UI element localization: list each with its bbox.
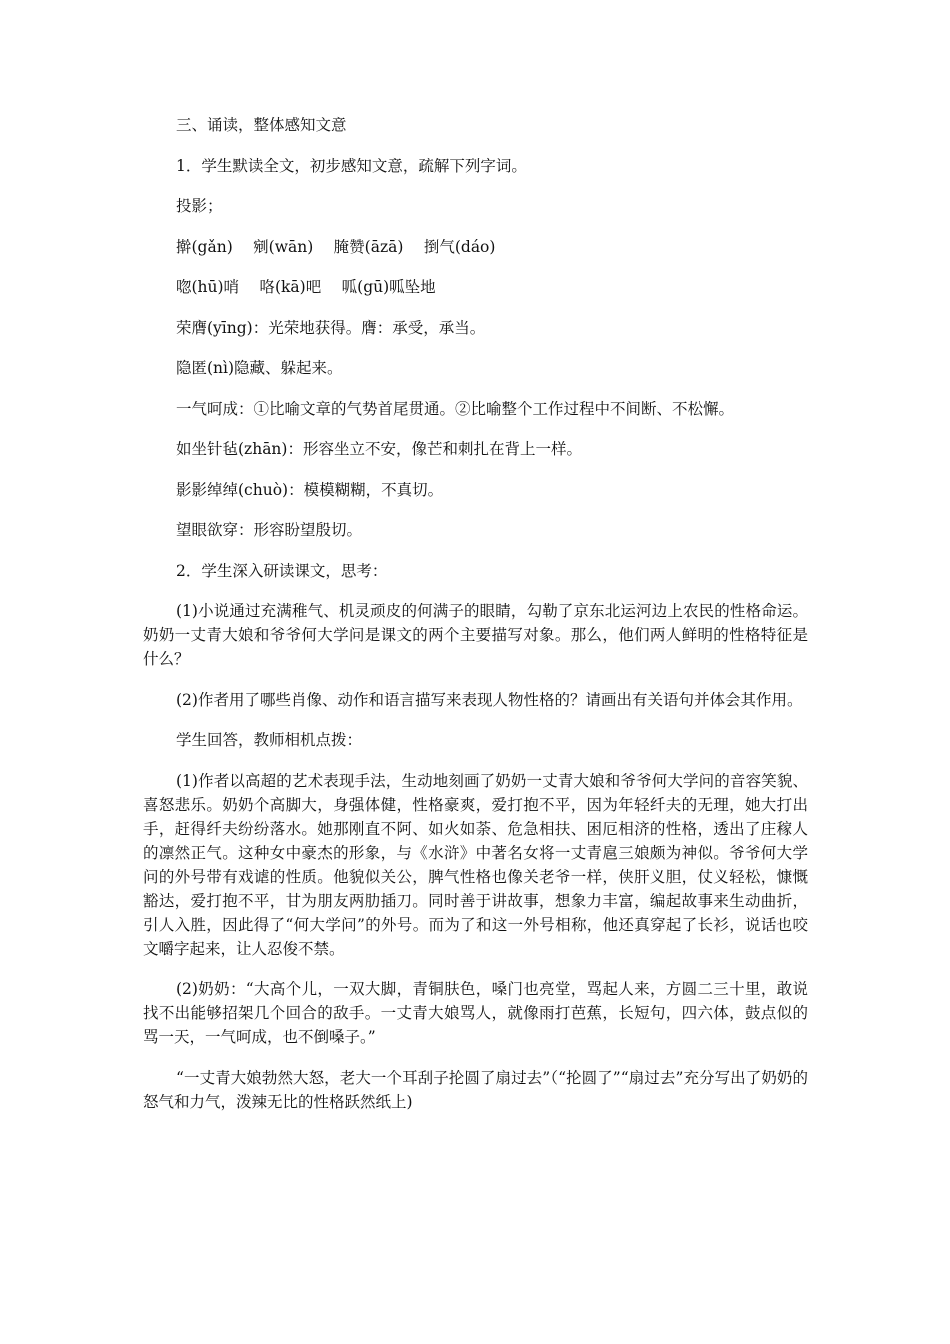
- answer-intro: 学生回答，教师相机点拨：: [176, 731, 363, 749]
- pinyin-row-2: 唿(hū)哨 咯(kā)吧 呱(gū)呱坠地: [176, 278, 436, 296]
- section-heading: 三、诵读，整体感知文意: [176, 116, 347, 134]
- document-body: [143, 113, 808, 1130]
- vocab-ruzuozhenzhan: 如坐针毡(zhān)：形容坐立不安，像芒和刺扎在背上一样。: [176, 440, 582, 458]
- vocab-rongying: 荣膺(yīng)：光荣地获得。膺：承受，承当。: [176, 318, 486, 337]
- vocab-yiqihecheng: 一气呵成：①比喻文章的气势首尾贯通。②比喻整个工作过程中不间断、不松懈。: [176, 399, 735, 418]
- vocab-yinni: 隐匿(nì)隐藏、躲起来。: [176, 359, 343, 377]
- vocab-wangyanyuchuan: 望眼欲穿：形容盼望殷切。: [176, 521, 363, 539]
- question-2: (2)作者用了哪些肖像、动作和语言描写来表现人物性格的？请画出有关语句并体会其作用。: [176, 690, 803, 709]
- item-1: 1．学生默读全文，初步感知文意，疏解下列字词。: [176, 156, 527, 175]
- projection-label: 投影；: [176, 197, 223, 215]
- vocab-yingyingchuochuo: 影影绰绰(chuò)：模模糊糊，不真切。: [176, 480, 444, 499]
- question-1: (1)小说通过充满稚气、机灵顽皮的何满子的眼睛，勾勒了京东北运河边上农民的性格命运。奶奶一丈青大娘和爷爷何大学问是课文的两个主要描写对象。那么，他们两人鲜明的性格特征是什么？: [143, 602, 808, 668]
- pinyin-row-1: 擀(gǎn) 剜(wān) 腌赞(āzā) 捯气(dáo): [176, 237, 496, 256]
- item-2: 2．学生深入研读课文，思考：: [176, 561, 388, 580]
- answer-2: (2)奶奶：“大高个儿，一双大脚，青铜肤色，嗓门也亮堂，骂起人来，方圆二三十里，敢说找不出能够招架几个回合的敌手。一丈青大娘骂人，就像雨打芭蕉，长短句，四六体，鼓点似的骂一天，一气呵成，也不倒嗓子。”: [143, 980, 808, 1046]
- answer-3: “一丈青大娘勃然大怒，老大一个耳刮子抡圆了扇过去”（“抡圆了”“扇过去”充分写出了奶奶的怒气和力气，泼辣无比的性格跃然纸上): [143, 1068, 808, 1111]
- answer-1: (1)作者以高超的艺术表现手法，生动地刻画了奶奶一丈青大娘和爷爷何大学问的音容笑貌、喜怒悲乐。奶奶个高脚大，身强体健，性格豪爽，爱打抱不平，因为年轻纤夫的无理，她大打出手，赶得纤夫纷纷落水。她那刚直不阿、如火如荼、危急相扶、困厄相济的性格，透出了庄稼人的凛然正气。这种女中豪杰的形象，与《水浒》中著名女将一丈青扈三娘颇为神似。爷爷何大学问的外号带有戏谑的性质。他貌似关公，脾气性格也像关老爷一样，侠肝义胆，仗义轻松，慷慨豁达，爱打抱不平，甘为朋友两肋插刀。同时善于讲故事，想象力丰富，编起故事来生动曲折，引人入胜，因此得了“何大学问”的外号。而为了和这一外号相称，他还真穿起了长衫，说话也咬文嚼字起来，让人忍俊不禁。: [143, 771, 808, 958]
